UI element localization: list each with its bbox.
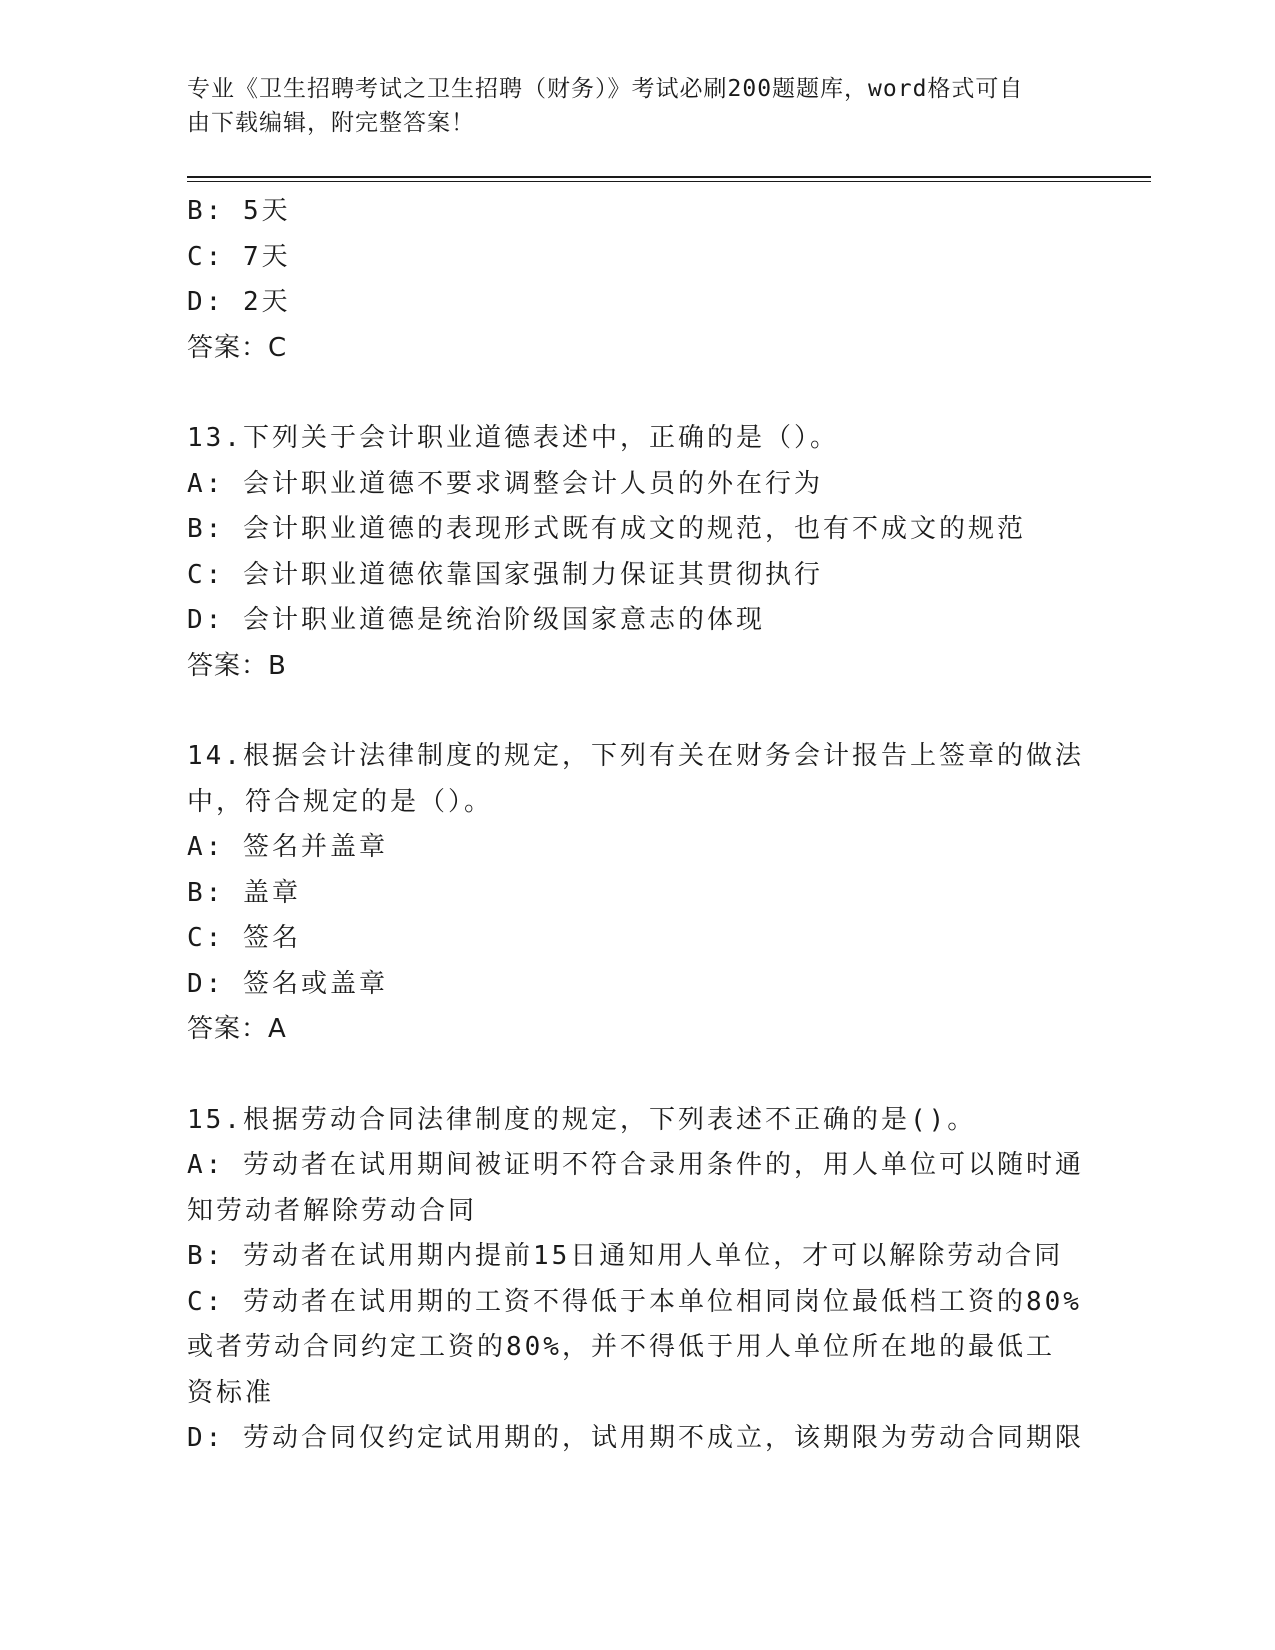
q15-option-a-line-2: 知劳动者解除劳动合同 xyxy=(187,1195,478,1226)
spacer xyxy=(187,371,1087,416)
q15-option-c-line-3: 资标准 xyxy=(187,1377,275,1408)
page-header xyxy=(187,72,1067,140)
q13-option-b: B: 会计职业道德的表现形式既有成文的规范，也有不成文的规范 xyxy=(187,514,1026,544)
q15-option-c-line-2: 或者劳动合同约定工资的80%，并不得低于用人单位所在地的最低工 xyxy=(187,1332,1055,1362)
q15-option-a-line-1: A: 劳动者在试用期间被证明不符合录用条件的，用人单位可以随时通 xyxy=(187,1150,1084,1180)
spacer xyxy=(187,689,1087,734)
header-line-1: 专业《卫生招聘考试之卫生招聘（财务）》考试必刷200题题库，word格式可自 xyxy=(187,76,1024,102)
question-content xyxy=(187,189,1087,1462)
q14-option-d: D: 签名或盖章 xyxy=(187,968,388,999)
q15-option-b: B: 劳动者在试用期内提前15日通知用人单位，才可以解除劳动合同 xyxy=(187,1241,1064,1271)
q14-option-c: C: 签名 xyxy=(187,923,301,953)
q13-question: 13.下列关于会计职业道德表述中，正确的是（）。 xyxy=(187,423,839,453)
header-rule-thin xyxy=(187,181,1151,182)
header-line-2: 由下载编辑，附完整答案！ xyxy=(187,110,475,136)
q13-option-d: D: 会计职业道德是统治阶级国家意志的体现 xyxy=(187,605,765,635)
q12-answer: 答案：C xyxy=(187,332,288,363)
q14-option-a: A: 签名并盖章 xyxy=(187,832,388,862)
q12-option-c: C: 7天 xyxy=(187,241,291,272)
q12-option-b: B: 5天 xyxy=(187,196,291,226)
q14-option-b: B: 盖章 xyxy=(187,877,301,908)
q15-option-d: D: 劳动合同仅约定试用期的，试用期不成立，该期限为劳动合同期限 xyxy=(187,1423,1084,1453)
q15-question: 15.根据劳动合同法律制度的规定，下列表述不正确的是()。 xyxy=(187,1104,977,1135)
q12-option-d: D: 2天 xyxy=(187,287,291,317)
q14-question-line-2: 中，符合规定的是（）。 xyxy=(187,786,494,817)
q13-option-a: A: 会计职业道德不要求调整会计人员的外在行为 xyxy=(187,468,823,499)
spacer xyxy=(187,1053,1087,1098)
q15-option-c-line-1: C: 劳动者在试用期的工资不得低于本单位相同岗位最低档工资的80% xyxy=(187,1286,1082,1317)
q14-answer: 答案：A xyxy=(187,1014,287,1044)
q13-option-c: C: 会计职业道德依靠国家强制力保证其贯彻执行 xyxy=(187,559,823,590)
q13-answer: 答案：B xyxy=(187,650,287,681)
header-rule-thick xyxy=(187,176,1151,178)
q14-question-line-1: 14.根据会计法律制度的规定，下列有关在财务会计报告上签章的做法 xyxy=(187,741,1084,771)
